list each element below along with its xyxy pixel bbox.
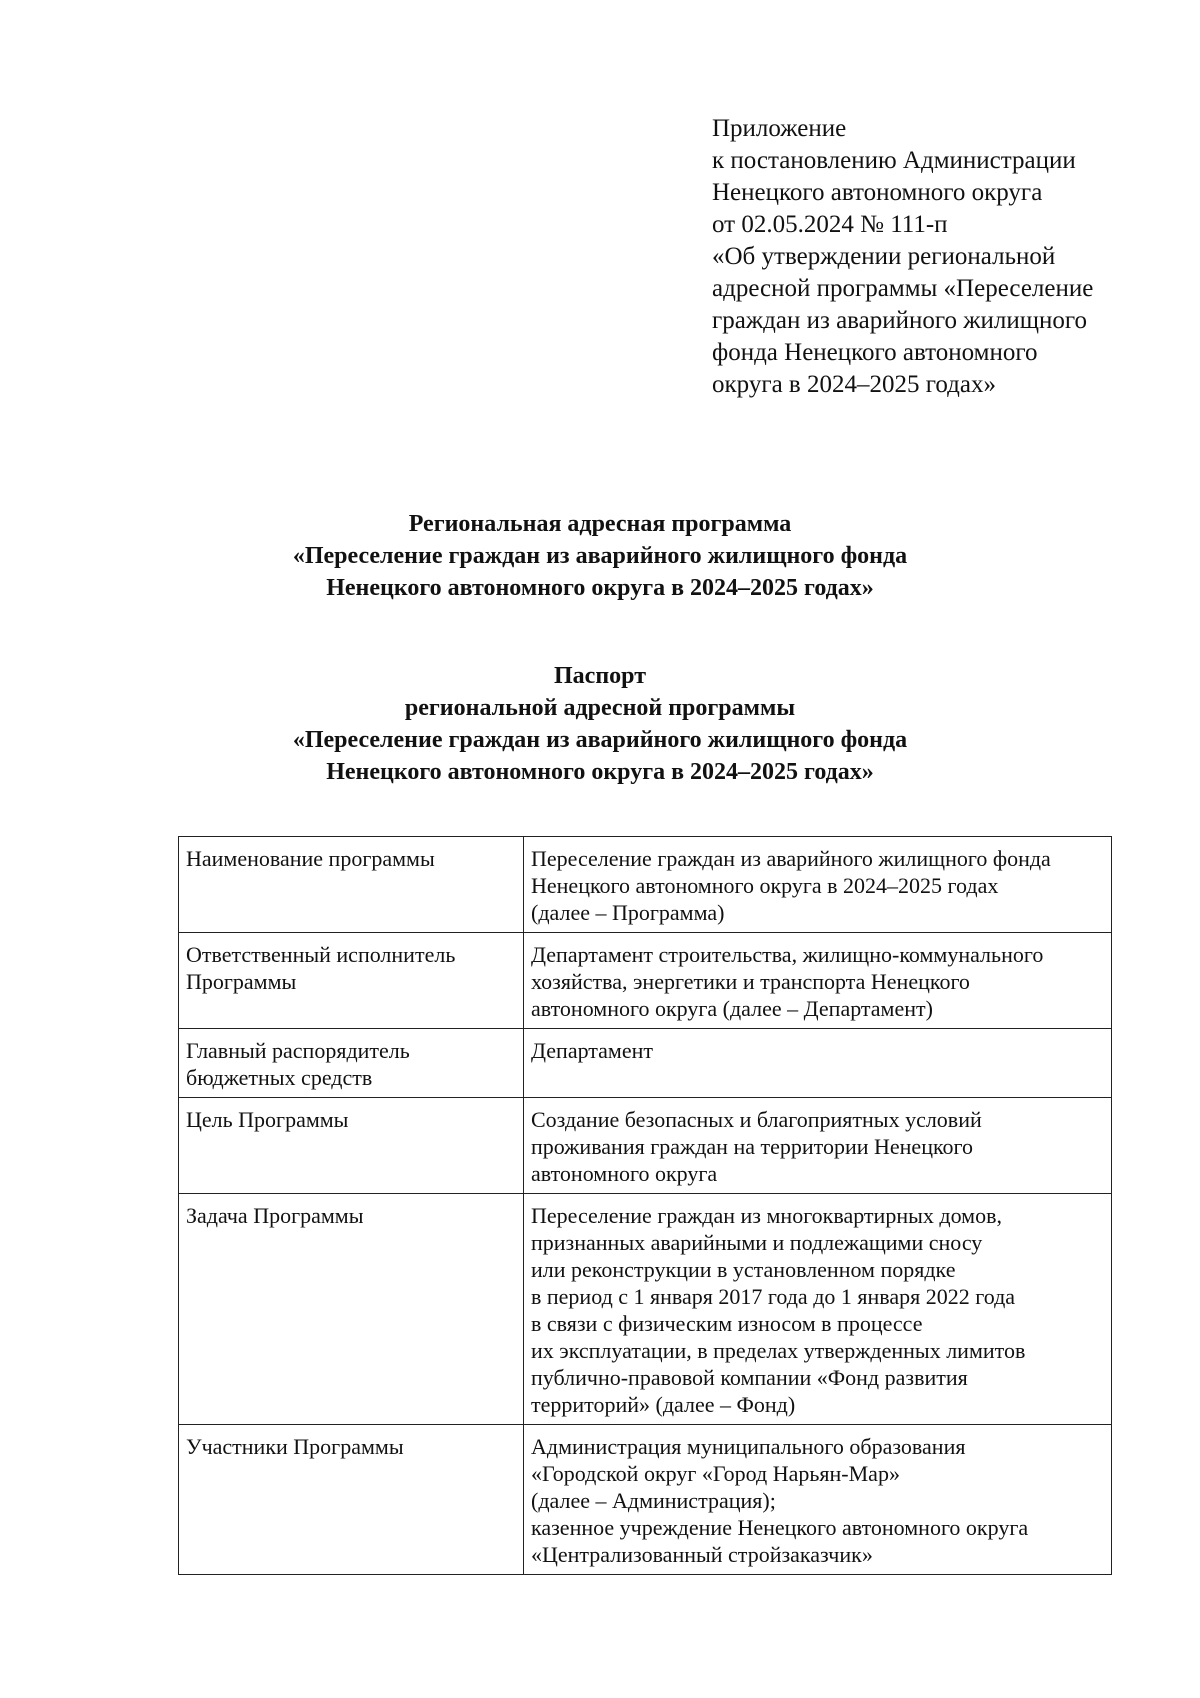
value-line: казенное учреждение Ненецкого автономного округа [531, 1515, 1029, 1540]
value-line: публично-правовой компании «Фонд развития [531, 1365, 968, 1390]
value-line: Переселение граждан из аварийного жилищного фонда [531, 846, 1051, 871]
label-line: Цель Программы [186, 1107, 349, 1132]
passport-title [150, 660, 1050, 788]
appendix-line: Ненецкого автономного округа [712, 179, 1043, 206]
row-label [179, 1029, 524, 1098]
value-line: проживания граждан на территории Ненецкого [531, 1134, 974, 1159]
passport-title-line: Паспорт [554, 663, 646, 689]
row-value [524, 1425, 1112, 1575]
value-line: их эксплуатации, в пределах утвержденных лимитов [531, 1338, 1026, 1363]
passport-title-line: региональной адресной программы [404, 695, 796, 721]
row-value [524, 1098, 1112, 1194]
appendix-line: Приложение [712, 115, 847, 142]
row-label [179, 1194, 524, 1425]
appendix-line: адресной программы «Переселение [712, 275, 1094, 302]
passport-title-line: «Переселение граждан из аварийного жилищного фонда [292, 727, 908, 753]
label-line: Наименование программы [186, 846, 435, 871]
passport-table [178, 836, 1112, 1575]
program-title [150, 508, 1050, 604]
value-line: Департамент строительства, жилищно-коммунального [531, 942, 1044, 967]
appendix-line: к постановлению Администрации [712, 147, 1076, 174]
label-line: Участники Программы [186, 1434, 404, 1459]
row-value [524, 933, 1112, 1029]
value-line: (далее – Программа) [531, 900, 725, 925]
label-line: бюджетных средств [186, 1065, 373, 1090]
value-line: Переселение граждан из многоквартирных домов, [531, 1203, 1002, 1228]
row-value [524, 837, 1112, 933]
value-line: автономного округа (далее – Департамент) [531, 996, 933, 1021]
value-line: в период с 1 января 2017 года до 1 января 2022 года [531, 1284, 1016, 1309]
value-line: «Централизованный стройзаказчик» [531, 1542, 873, 1567]
value-line: автономного округа [531, 1161, 718, 1186]
value-line: или реконструкции в установленном порядке [531, 1257, 956, 1282]
program-title-line: «Переселение граждан из аварийного жилищного фонда [292, 543, 908, 569]
appendix-line: округа в 2024–2025 годах» [712, 371, 996, 398]
appendix-line: граждан из аварийного жилищного [712, 307, 1088, 334]
row-label [179, 933, 524, 1029]
value-line: Администрация муниципального образования [531, 1434, 966, 1459]
label-line: Задача Программы [186, 1203, 364, 1228]
value-line: территорий» (далее – Фонд) [531, 1392, 796, 1417]
appendix-line: фонда Ненецкого автономного [712, 339, 1038, 366]
label-line: Главный распорядитель [186, 1038, 410, 1063]
table-row [179, 1194, 1112, 1425]
value-line: признанных аварийными и подлежащими сносу [531, 1230, 983, 1255]
row-value [524, 1194, 1112, 1425]
table-row [179, 1098, 1112, 1194]
table-row [179, 1029, 1112, 1098]
appendix-header [712, 113, 1132, 401]
program-title-line: Региональная адресная программа [408, 511, 792, 537]
value-line: (далее – Администрация); [531, 1488, 776, 1513]
table-row [179, 1425, 1112, 1575]
label-line: Программы [186, 969, 297, 994]
value-line: Создание безопасных и благоприятных условий [531, 1107, 982, 1132]
value-line: хозяйства, энергетики и транспорта Ненецкого [531, 969, 970, 994]
value-line: Ненецкого автономного округа в 2024–2025 годах [531, 873, 999, 898]
value-line: «Городской округ «Город Нарьян-Мар» [531, 1461, 900, 1486]
appendix-line: от 02.05.2024 № 111-п [712, 211, 948, 238]
passport-title-line: Ненецкого автономного округа в 2024–2025 годах» [326, 759, 874, 785]
value-line: Департамент [531, 1038, 654, 1063]
table-row [179, 837, 1112, 933]
row-label [179, 1425, 524, 1575]
table-row [179, 933, 1112, 1029]
program-title-line: Ненецкого автономного округа в 2024–2025 годах» [326, 575, 874, 601]
row-value [524, 1029, 1112, 1098]
appendix-line: «Об утверждении региональной [712, 243, 1056, 270]
row-label [179, 837, 524, 933]
row-label [179, 1098, 524, 1194]
value-line: в связи с физическим износом в процессе [531, 1311, 923, 1336]
label-line: Ответственный исполнитель [186, 942, 456, 967]
